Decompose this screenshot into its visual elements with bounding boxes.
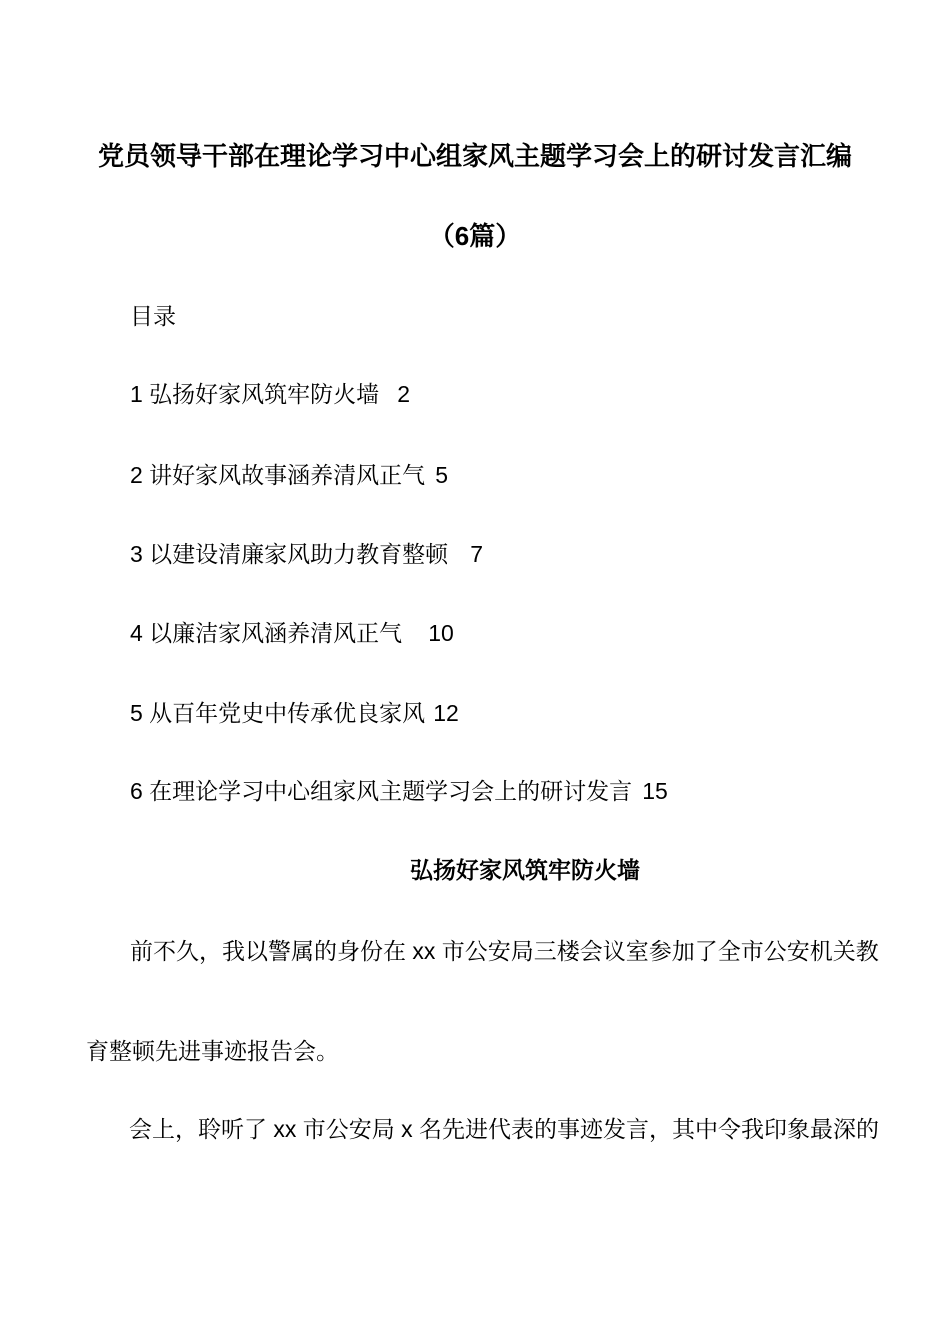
toc-tab-gap [402, 640, 428, 641]
toc-tab-gap [425, 482, 435, 483]
toc-item-3 [130, 543, 483, 566]
document-title: 党员领导干部在理论学习中心组家风主题学习会上的研讨发言汇编 [97, 141, 852, 171]
toc-label: 目录 [130, 303, 176, 329]
toc-item-text: 6 在理论学习中心组家风主题学习会上的研讨发言 [130, 778, 633, 804]
toc-page-number: 12 [433, 700, 459, 726]
toc-item-1 [130, 383, 410, 406]
toc-item-2 [130, 464, 448, 487]
toc-page-number: 10 [428, 620, 454, 646]
toc-tab-gap [448, 561, 470, 562]
toc-tab-gap [425, 720, 433, 721]
toc-page-number: 2 [397, 381, 410, 407]
toc-page-number: 5 [435, 462, 448, 488]
toc-item-text: 5 从百年党史中传承优良家风 [130, 700, 426, 726]
toc-page-number: 7 [470, 541, 483, 567]
paragraph-line: 前不久，我以警属的身份在 xx 市公安局三楼会议室参加了全市公安机关教 [130, 938, 879, 964]
document-subtitle: （6篇） [428, 221, 522, 251]
toc-item-text: 3 以建设清廉家风助力教育整顿 [130, 541, 449, 567]
toc-tab-gap [632, 798, 642, 799]
toc-item-text: 1 弘扬好家风筑牢防火墙 [130, 381, 380, 407]
toc-item-4 [130, 622, 454, 645]
toc-item-5 [130, 702, 459, 725]
section-heading: 弘扬好家风筑牢防火墙 [410, 857, 640, 883]
paragraph-line: 育整顿先进事迹报告会。 [86, 1038, 339, 1064]
toc-item-text: 2 讲好家风故事涵养清风正气 [130, 462, 426, 488]
toc-tab-gap [379, 401, 397, 402]
paragraph-line: 会上，聆听了 xx 市公安局 x 名先进代表的事迹发言，其中令我印象最深的 [129, 1116, 880, 1142]
toc-item-text: 4 以廉洁家风涵养清风正气 [130, 620, 403, 646]
toc-item-6 [130, 780, 668, 803]
toc-page-number: 15 [642, 778, 668, 804]
